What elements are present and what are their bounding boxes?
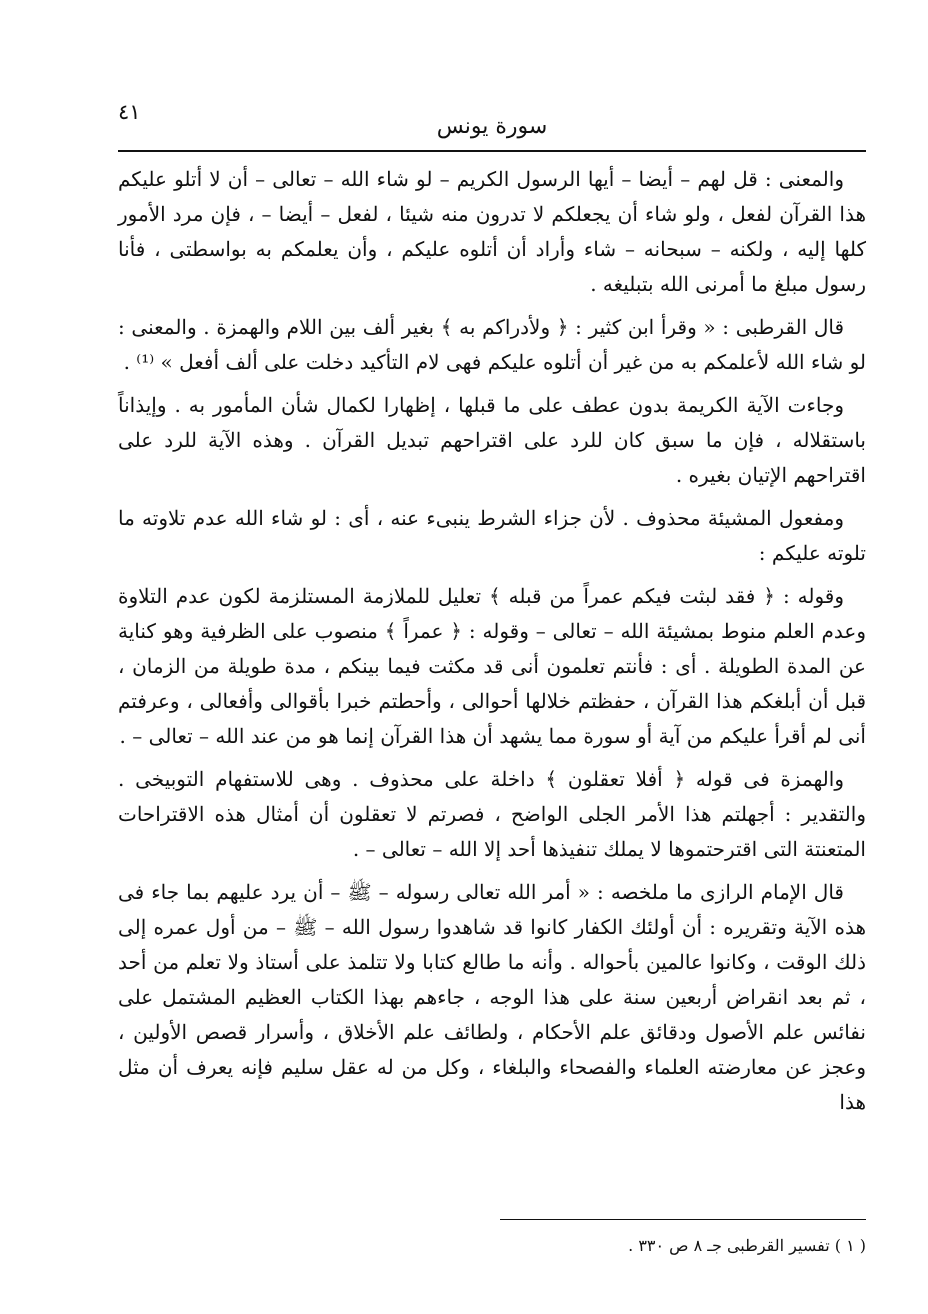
footnote-divider [500,1219,866,1220]
header-divider [118,150,866,152]
page-body [118,162,866,1128]
paragraph: وقوله : ﴿ فقد لبثت فيكم عمراً من قبله ﴾ تعليل للملازمة المستلزمة لكون عدم التلاوة وعدم العلم منوط بمشيئة الله – تعالى – وقوله : ﴿ عمراً ﴾ منصوب على الظرفية وهو كناية عن المدة الطويلة . أى : فأنتم تعلمون أنى قد مكثت فيما بينكم ، مدة طويلة من الزمان ، قبل أن أبلغكم هذا القرآن ، حفظتم خلالها أحوالى ، وأحطتم خبرا بأقوالى وأفعالى ، وعرفتم أنى لم أقرأ عليكم من آية أو سورة مما يشهد أن هذا القرآن إنما هو من عند الله – تعالى – . [118,584,866,748]
paragraph: وجاءت الآية الكريمة بدون عطف على ما قبلها ، إظهارا لكمال شأن المأمور به . وإيذاناً باستقلاله ، فإن ما سبق كان للرد على اقتراحهم تبديل القرآن . وهذه الآية للرد على اقتراحهم الإتيان بغيره . [118,393,866,487]
page-number: ٤١ [118,100,141,124]
surah-title: سورة يونس [436,114,548,139]
paragraph: قال الإمام الرازى ما ملخصه : « أمر الله تعالى رسوله – ﷺ – أن يرد عليهم بما جاء فى هذه الآية وتقريره : أن أولئك الكفار كانوا قد شاهدوا رسول الله – ﷺ – من أول عمره إلى ذلك الوقت ، وكانوا عالمين بأحواله . وأنه ما طالع كتابا ولا تتلمذ على أستاذ ولا تعلم من أحد ، ثم بعد انقراض أربعين سنة على هذا الوجه ، جاءهم بهذا الكتاب العظيم المشتمل على نفائس علم الأصول ودقائق علم الأحكام ، ولطائف علم الأخلاق ، وأسرار قصص الأولين ، وعجز عن معارضته العلماء والفصحاء والبلغاء ، وكل من له عقل سليم فإنه يعرف أن مثل هذا [118,880,866,1114]
paragraph: والمعنى : قل لهم – أيضا – أيها الرسول الكريم – لو شاء الله – تعالى – أن لا أتلو عليكم هذا القرآن لفعل ، ولو شاء أن يجعلكم لا تدرون منه شيئا ، لفعل – أيضا – ، فإن مرد الأمور كلها إليه ، ولكنه – سبحانه – شاء وأراد أن أتلوه عليكم ، وأن يعلمكم به بواسطتى ، فأنا رسول مبلغ ما أمرنى الله بتبليغه . [118,167,866,296]
page-header [118,100,866,146]
footnote: ( ١ ) تفسير القرطبى جـ ٨ ص ٣٣٠ . [628,1236,866,1255]
paragraph: والهمزة فى قوله ﴿ أفلا تعقلون ﴾ داخلة على محذوف . وهى للاستفهام التوبيخى . والتقدير : أجهلتم هذا الأمر الجلى الواضح ، فصرتم لا تعقلون أن أمثال هذه الاقتراحات المتعنتة التى اقترحتموها لا يملك تنفيذها أحد إلا الله – تعالى – . [118,767,866,861]
paragraph: ومفعول المشيئة محذوف . لأن جزاء الشرط ينبىء عنه ، أى : لو شاء الله عدم تلاوته ما تلوته عليكم : [118,506,866,565]
paragraph: قال القرطبى : « وقرأ ابن كثير : ﴿ ولأدراكم به ﴾ بغير ألف بين اللام والهمزة . والمعنى : لو شاء الله لأعلمكم به من غير أن أتلوه عليكم فهى لام التأكيد دخلت على ألف أفعل » ⁽¹⁾ . [118,315,866,374]
